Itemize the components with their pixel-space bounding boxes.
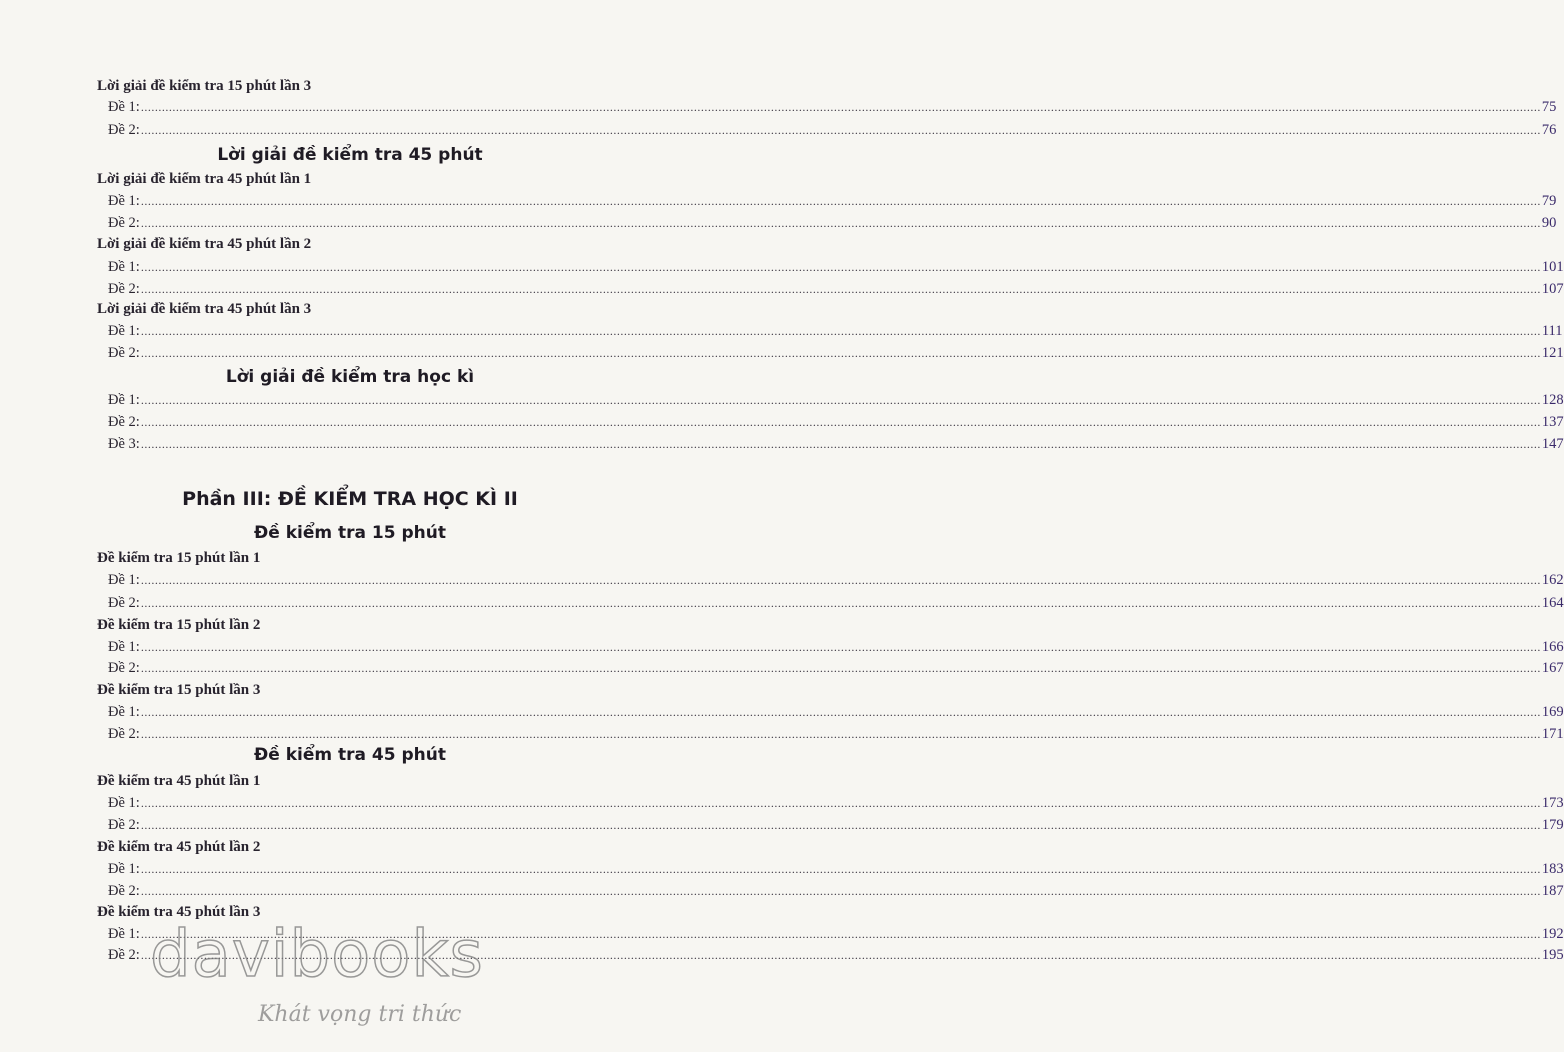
subsection-title: Lời giải đề kiểm tra 45 phút lần 1 — [97, 171, 312, 187]
toc-page-number: 183 — [1541, 861, 1564, 877]
toc-leader-dots: ................................................................................................................................................................................................................................................................................................................................................................................................................ — [140, 437, 1541, 451]
toc-entry — [108, 660, 1564, 677]
toc-leader-dots: ................................................................................................................................................................................................................................................................................................................................................................................................................ — [140, 862, 1541, 876]
toc-page-number: 164 — [1541, 595, 1564, 611]
section-heading: Lời giải đề kiểm tra 45 phút — [217, 145, 483, 165]
toc-entry-label: Đề 2: — [108, 947, 140, 963]
toc-leader-dots: ................................................................................................................................................................................................................................................................................................................................................................................................................ — [140, 640, 1541, 654]
section-heading: Phần III: ĐỀ KIỂM TRA HỌC KÌ II — [182, 488, 518, 510]
toc-entry-label: Đề 2: — [108, 281, 140, 297]
toc-page-number: 75 — [1541, 99, 1557, 115]
toc-page-number: 167 — [1541, 660, 1564, 676]
toc-entry-label: Đề 2: — [108, 726, 140, 742]
toc-page-number: 187 — [1541, 883, 1564, 899]
toc-leader-dots: ................................................................................................................................................................................................................................................................................................................................................................................................................ — [140, 927, 1541, 941]
toc-page-number: 79 — [1541, 193, 1557, 209]
toc-leader-dots: ................................................................................................................................................................................................................................................................................................................................................................................................................ — [140, 260, 1541, 274]
section-heading: Đề kiểm tra 45 phút — [254, 745, 446, 765]
toc-entry — [108, 572, 1564, 589]
toc-page-number: 192 — [1541, 926, 1564, 942]
toc-entry — [108, 259, 1564, 276]
section-heading: Lời giải đề kiểm tra học kì — [225, 367, 475, 387]
toc-page-number: 121 — [1541, 345, 1564, 361]
toc-entry-label: Đề 1: — [108, 323, 140, 339]
subsection-title: Đề kiểm tra 45 phút lần 3 — [97, 904, 261, 920]
toc-leader-dots: ................................................................................................................................................................................................................................................................................................................................................................................................................ — [140, 796, 1541, 810]
subsection-title: Đề kiểm tra 45 phút lần 2 — [97, 839, 261, 855]
toc-leader-dots: ................................................................................................................................................................................................................................................................................................................................................................................................................ — [140, 948, 1541, 962]
toc-entry — [108, 704, 1564, 721]
toc-entry-label: Đề 1: — [108, 99, 140, 115]
toc-entry — [108, 414, 1564, 431]
toc-entry — [108, 193, 1557, 210]
toc-entry — [108, 323, 1563, 340]
toc-leader-dots: ................................................................................................................................................................................................................................................................................................................................................................................................................ — [140, 661, 1541, 675]
toc-entry — [108, 817, 1564, 834]
toc-entry-label: Đề 2: — [108, 817, 140, 833]
toc-entry — [108, 861, 1564, 878]
toc-leader-dots: ................................................................................................................................................................................................................................................................................................................................................................................................................ — [140, 393, 1541, 407]
toc-entry-label: Đề 1: — [108, 639, 140, 655]
toc-entry — [108, 883, 1564, 900]
toc-leader-dots: ................................................................................................................................................................................................................................................................................................................................................................................................................ — [140, 727, 1541, 741]
toc-page-number: 107 — [1541, 281, 1564, 297]
watermark-tagline: Khát vọng tri thức — [258, 1002, 462, 1027]
section-heading: Đề kiểm tra 15 phút — [254, 523, 446, 543]
toc-page-number: 173 — [1541, 795, 1564, 811]
toc-entry — [108, 122, 1557, 139]
toc-entry — [108, 99, 1557, 116]
toc-page-number: 137 — [1541, 414, 1564, 430]
toc-page-number: 179 — [1541, 817, 1564, 833]
watermark-logo — [140, 918, 560, 1038]
toc-page-number: 76 — [1541, 122, 1557, 138]
toc-entry-label: Đề 1: — [108, 392, 140, 408]
toc-page-number: 147 — [1541, 436, 1564, 452]
subsection-title: Đề kiểm tra 15 phút lần 1 — [97, 550, 261, 566]
subsection-title: Đề kiểm tra 45 phút lần 1 — [97, 773, 261, 789]
toc-page-number: 166 — [1541, 639, 1564, 655]
toc-page-number: 195 — [1541, 947, 1564, 963]
toc-entry-label: Đề 2: — [108, 660, 140, 676]
toc-leader-dots: ................................................................................................................................................................................................................................................................................................................................................................................................................ — [140, 884, 1541, 898]
toc-entry-label: Đề 2: — [108, 215, 140, 231]
subsection-title: Lời giải đề kiểm tra 45 phút lần 2 — [97, 236, 312, 252]
toc-leader-dots: ................................................................................................................................................................................................................................................................................................................................................................................................................ — [140, 346, 1541, 360]
subsection-title: Lời giải đề kiểm tra 45 phút lần 3 — [97, 301, 312, 317]
toc-page-number: 162 — [1541, 572, 1564, 588]
toc-entry — [108, 392, 1564, 409]
toc-leader-dots: ................................................................................................................................................................................................................................................................................................................................................................................................................ — [140, 573, 1541, 587]
toc-leader-dots: ................................................................................................................................................................................................................................................................................................................................................................................................................ — [140, 216, 1541, 230]
toc-leader-dots: ................................................................................................................................................................................................................................................................................................................................................................................................................ — [140, 194, 1541, 208]
toc-entry — [108, 281, 1564, 298]
toc-entry-label: Đề 2: — [108, 883, 140, 899]
toc-entry — [108, 726, 1564, 743]
toc-page-number: 171 — [1541, 726, 1564, 742]
toc-page-number: 128 — [1541, 392, 1564, 408]
toc-leader-dots: ................................................................................................................................................................................................................................................................................................................................................................................................................ — [140, 818, 1541, 832]
toc-leader-dots: ................................................................................................................................................................................................................................................................................................................................................................................................................ — [140, 100, 1541, 114]
watermark-brand: davibooks — [150, 918, 484, 992]
toc-leader-dots: ................................................................................................................................................................................................................................................................................................................................................................................................................ — [140, 415, 1541, 429]
toc-leader-dots: ................................................................................................................................................................................................................................................................................................................................................................................................................ — [140, 324, 1541, 338]
toc-entry-label: Đề 2: — [108, 122, 140, 138]
toc-page-number: 90 — [1541, 215, 1557, 231]
toc-entry-label: Đề 1: — [108, 861, 140, 877]
subsection-title: Lời giải đề kiểm tra 15 phút lần 3 — [97, 78, 312, 94]
toc-leader-dots: ................................................................................................................................................................................................................................................................................................................................................................................................................ — [140, 123, 1541, 137]
toc-entry — [108, 595, 1564, 612]
toc-leader-dots: ................................................................................................................................................................................................................................................................................................................................................................................................................ — [140, 596, 1541, 610]
subsection-title: Đề kiểm tra 15 phút lần 3 — [97, 682, 261, 698]
toc-entry-label: Đề 1: — [108, 926, 140, 942]
toc-entry — [108, 345, 1564, 362]
toc-entry-label: Đề 1: — [108, 193, 140, 209]
toc-leader-dots: ................................................................................................................................................................................................................................................................................................................................................................................................................ — [140, 282, 1541, 296]
subsection-title: Đề kiểm tra 15 phút lần 2 — [97, 617, 261, 633]
toc-entry — [108, 436, 1564, 453]
toc-entry — [108, 639, 1564, 656]
toc-page-number: 169 — [1541, 704, 1564, 720]
toc-entry-label: Đề 2: — [108, 345, 140, 361]
toc-entry-label: Đề 2: — [108, 414, 140, 430]
toc-entry — [108, 215, 1557, 232]
toc-entry-label: Đề 1: — [108, 572, 140, 588]
toc-page-number: 101 — [1541, 259, 1564, 275]
toc-entry-label: Đề 3: — [108, 436, 140, 452]
toc-entry — [108, 795, 1564, 812]
toc-leader-dots: ................................................................................................................................................................................................................................................................................................................................................................................................................ — [140, 705, 1541, 719]
toc-entry-label: Đề 1: — [108, 795, 140, 811]
toc-entry-label: Đề 1: — [108, 704, 140, 720]
toc-page-number: 111 — [1541, 323, 1563, 339]
toc-entry-label: Đề 2: — [108, 595, 140, 611]
toc-entry-label: Đề 1: — [108, 259, 140, 275]
